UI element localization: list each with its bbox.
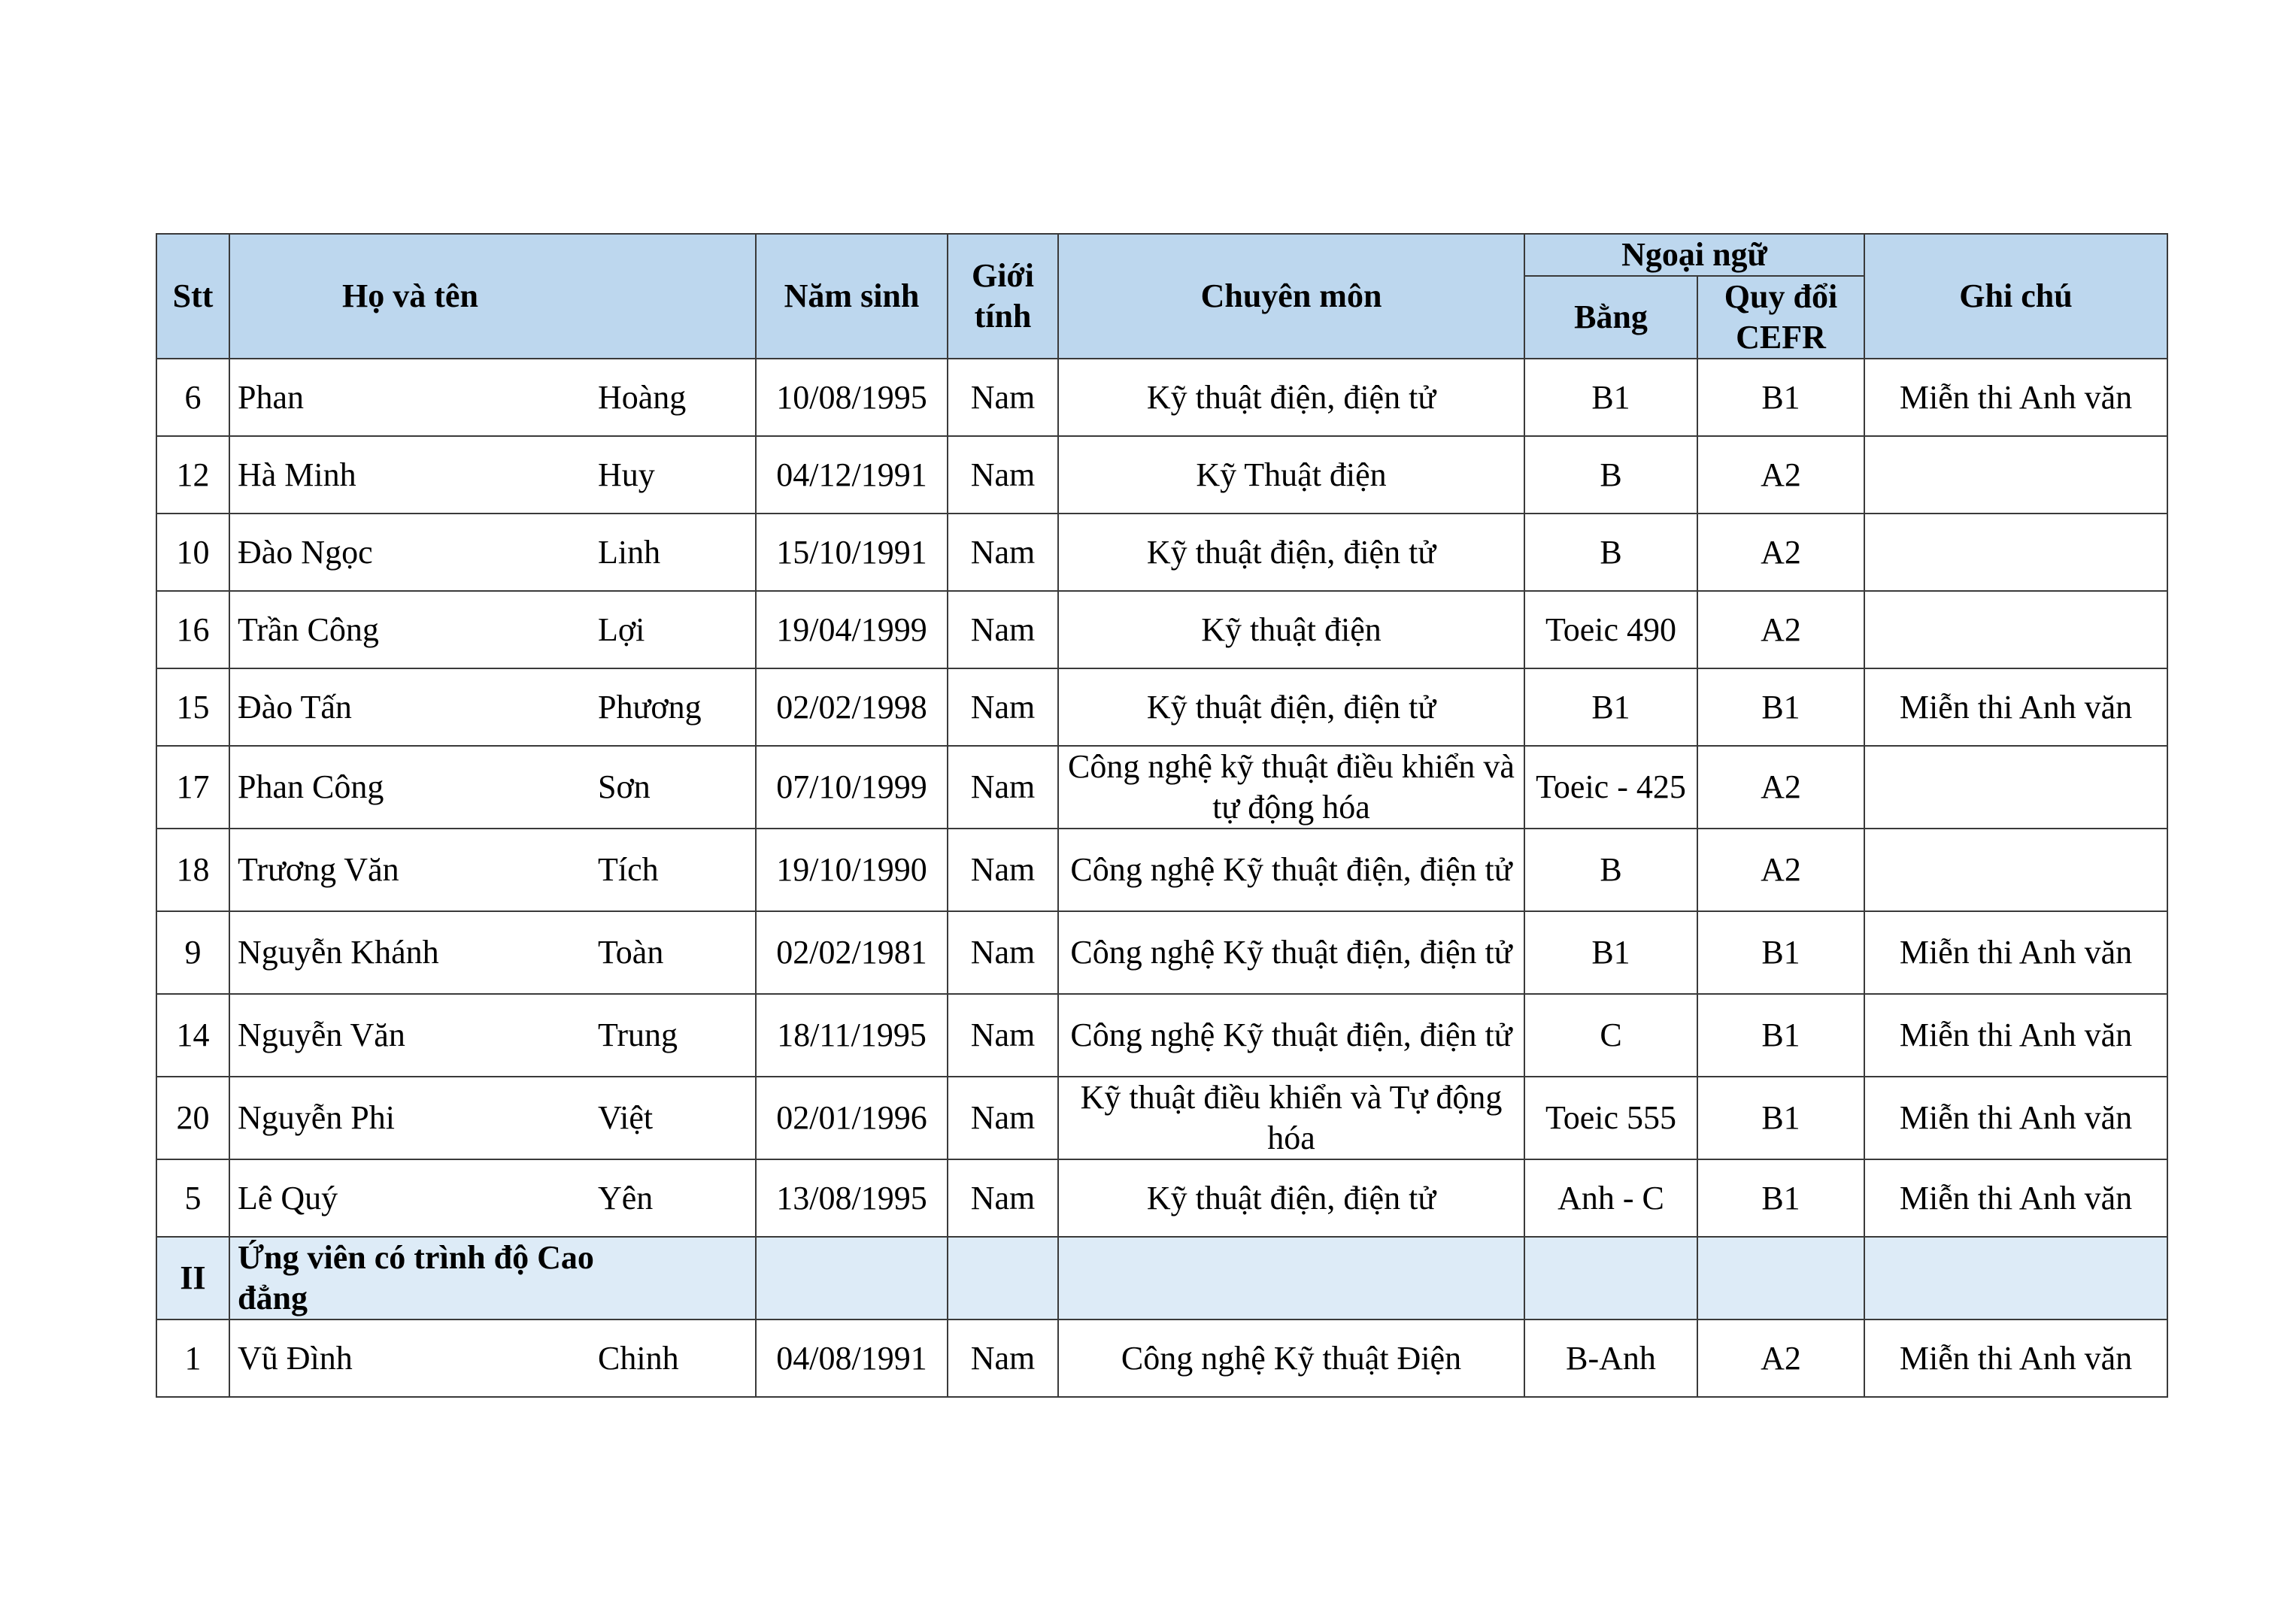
cell-gender: Nam [948,746,1058,829]
cell-certificate: B1 [1524,668,1697,746]
cell-gender: Nam [948,359,1058,436]
table-row [156,668,2167,746]
cell-specialty: Kỹ thuật điều khiển và Tự động hóa [1058,1077,1524,1159]
cell-specialty: Công nghệ Kỹ thuật điện, điện tử [1058,911,1524,994]
cell-certificate: B1 [1524,911,1697,994]
cell-certificate: B-Anh [1524,1320,1697,1397]
cell-gender: Nam [948,829,1058,911]
cell-given-name: Trung [590,994,756,1077]
cell-notes: Miễn thi Anh văn [1864,359,2167,436]
header-birth-year: Năm sinh [756,234,948,359]
cell-gender: Nam [948,994,1058,1077]
cell-stt: 17 [156,746,229,829]
header-gender: Giới tính [948,234,1058,359]
cell-birth-date: 18/11/1995 [756,994,948,1077]
cell-certificate: Anh - C [1524,1159,1697,1237]
cell-gender: Nam [948,436,1058,514]
candidate-table [156,233,2168,1398]
cell-cefr: A2 [1697,746,1864,829]
cell-gender: Nam [948,1077,1058,1159]
cell-surname: Nguyễn Khánh [229,911,590,994]
section-empty-cell [948,1237,1058,1320]
cell-cefr: B1 [1697,1077,1864,1159]
section-empty-cell [1697,1237,1864,1320]
cell-specialty: Kỹ thuật điện, điện tử [1058,359,1524,436]
cell-gender: Nam [948,591,1058,668]
cell-given-name: Linh [590,514,756,591]
cell-surname: Nguyễn Phi [229,1077,590,1159]
table-row [156,436,2167,514]
cell-stt: 20 [156,1077,229,1159]
cell-birth-date: 02/02/1981 [756,911,948,994]
cell-stt: 1 [156,1320,229,1397]
cell-gender: Nam [948,668,1058,746]
cell-given-name: Chinh [590,1320,756,1397]
cell-certificate: B [1524,514,1697,591]
cell-birth-date: 04/08/1991 [756,1320,948,1397]
table-row [156,746,2167,829]
section-empty-cell [1524,1237,1697,1320]
cell-birth-date: 02/01/1996 [756,1077,948,1159]
cell-surname: Nguyễn Văn [229,994,590,1077]
cell-specialty: Công nghệ kỹ thuật điều khiển và tự động hóa [1058,746,1524,829]
header-specialty: Chuyên môn [1058,234,1524,359]
cell-stt: 9 [156,911,229,994]
cell-specialty: Kỹ Thuật điện [1058,436,1524,514]
header-certificate: Bằng [1524,276,1697,359]
cell-surname: Phan Công [229,746,590,829]
cell-stt: 15 [156,668,229,746]
cell-given-name: Huy [590,436,756,514]
cell-birth-date: 10/08/1995 [756,359,948,436]
table-row [156,911,2167,994]
cell-certificate: B1 [1524,359,1697,436]
cell-surname: Vũ Đình [229,1320,590,1397]
table-row [156,359,2167,436]
cell-given-name: Lợi [590,591,756,668]
cell-cefr: A2 [1697,514,1864,591]
cell-gender: Nam [948,514,1058,591]
cell-given-name: Toàn [590,911,756,994]
cell-cefr: B1 [1697,911,1864,994]
cell-surname: Trương Văn [229,829,590,911]
cell-birth-date: 02/02/1998 [756,668,948,746]
table-row [156,1159,2167,1237]
cell-cefr: A2 [1697,829,1864,911]
cell-specialty: Kỹ thuật điện, điện tử [1058,514,1524,591]
cell-surname: Lê Quý [229,1159,590,1237]
cell-specialty: Kỹ thuật điện [1058,591,1524,668]
cell-cefr: A2 [1697,1320,1864,1397]
cell-stt: 5 [156,1159,229,1237]
cell-notes: Miễn thi Anh văn [1864,1159,2167,1237]
cell-gender: Nam [948,1159,1058,1237]
header-foreign-language: Ngoại ngữ [1524,234,1864,276]
cell-certificate: Toeic 490 [1524,591,1697,668]
cell-certificate: B [1524,829,1697,911]
cell-given-name: Tích [590,829,756,911]
cell-specialty: Kỹ thuật điện, điện tử [1058,668,1524,746]
cell-surname: Đào Tấn [229,668,590,746]
header-cefr: Quy đổi CEFR [1697,276,1864,359]
cell-stt: 18 [156,829,229,911]
cell-birth-date: 15/10/1991 [756,514,948,591]
section-empty-cell [1864,1237,2167,1320]
cell-notes: Miễn thi Anh văn [1864,911,2167,994]
table-row [156,829,2167,911]
cell-surname: Trần Công [229,591,590,668]
table-row [156,994,2167,1077]
cell-specialty: Kỹ thuật điện, điện tử [1058,1159,1524,1237]
cell-specialty: Công nghệ Kỹ thuật điện, điện tử [1058,994,1524,1077]
cell-cefr: B1 [1697,994,1864,1077]
cell-stt: 12 [156,436,229,514]
cell-certificate: C [1524,994,1697,1077]
cell-cefr: B1 [1697,668,1864,746]
table-row [156,591,2167,668]
header-name-blank [590,234,756,359]
header-full-name: Họ và tên [229,234,590,359]
cell-birth-date: 13/08/1995 [756,1159,948,1237]
cell-stt: 16 [156,591,229,668]
section-row [156,1237,2167,1320]
cell-surname: Phan [229,359,590,436]
cell-certificate: Toeic - 425 [1524,746,1697,829]
cell-surname: Hà Minh [229,436,590,514]
cell-notes [1864,591,2167,668]
cell-notes [1864,746,2167,829]
cell-stt: 10 [156,514,229,591]
cell-given-name: Yên [590,1159,756,1237]
section-title: Ứng viên có trình độ Cao đẳng [229,1237,756,1320]
cell-notes: Miễn thi Anh văn [1864,994,2167,1077]
cell-cefr: B1 [1697,359,1864,436]
cell-cefr: A2 [1697,436,1864,514]
table-row [156,1320,2167,1397]
cell-birth-date: 19/10/1990 [756,829,948,911]
cell-certificate: B [1524,436,1697,514]
cell-cefr: A2 [1697,591,1864,668]
cell-notes: Miễn thi Anh văn [1864,668,2167,746]
cell-certificate: Toeic 555 [1524,1077,1697,1159]
cell-birth-date: 07/10/1999 [756,746,948,829]
cell-notes: Miễn thi Anh văn [1864,1320,2167,1397]
cell-birth-date: 19/04/1999 [756,591,948,668]
cell-notes [1864,829,2167,911]
table-row [156,514,2167,591]
cell-gender: Nam [948,1320,1058,1397]
cell-gender: Nam [948,911,1058,994]
cell-given-name: Phương [590,668,756,746]
cell-specialty: Công nghệ Kỹ thuật điện, điện tử [1058,829,1524,911]
section-number: II [156,1237,229,1320]
cell-stt: 14 [156,994,229,1077]
cell-notes [1864,514,2167,591]
section-empty-cell [756,1237,948,1320]
cell-birth-date: 04/12/1991 [756,436,948,514]
cell-specialty: Công nghệ Kỹ thuật Điện [1058,1320,1524,1397]
cell-notes: Miễn thi Anh văn [1864,1077,2167,1159]
table-row [156,1077,2167,1159]
section-empty-cell [1058,1237,1524,1320]
cell-notes [1864,436,2167,514]
cell-stt: 6 [156,359,229,436]
cell-given-name: Sơn [590,746,756,829]
cell-given-name: Hoàng [590,359,756,436]
header-notes: Ghi chú [1864,234,2167,359]
cell-surname: Đào Ngọc [229,514,590,591]
cell-cefr: B1 [1697,1159,1864,1237]
cell-given-name: Việt [590,1077,756,1159]
header-stt: Stt [156,234,229,359]
